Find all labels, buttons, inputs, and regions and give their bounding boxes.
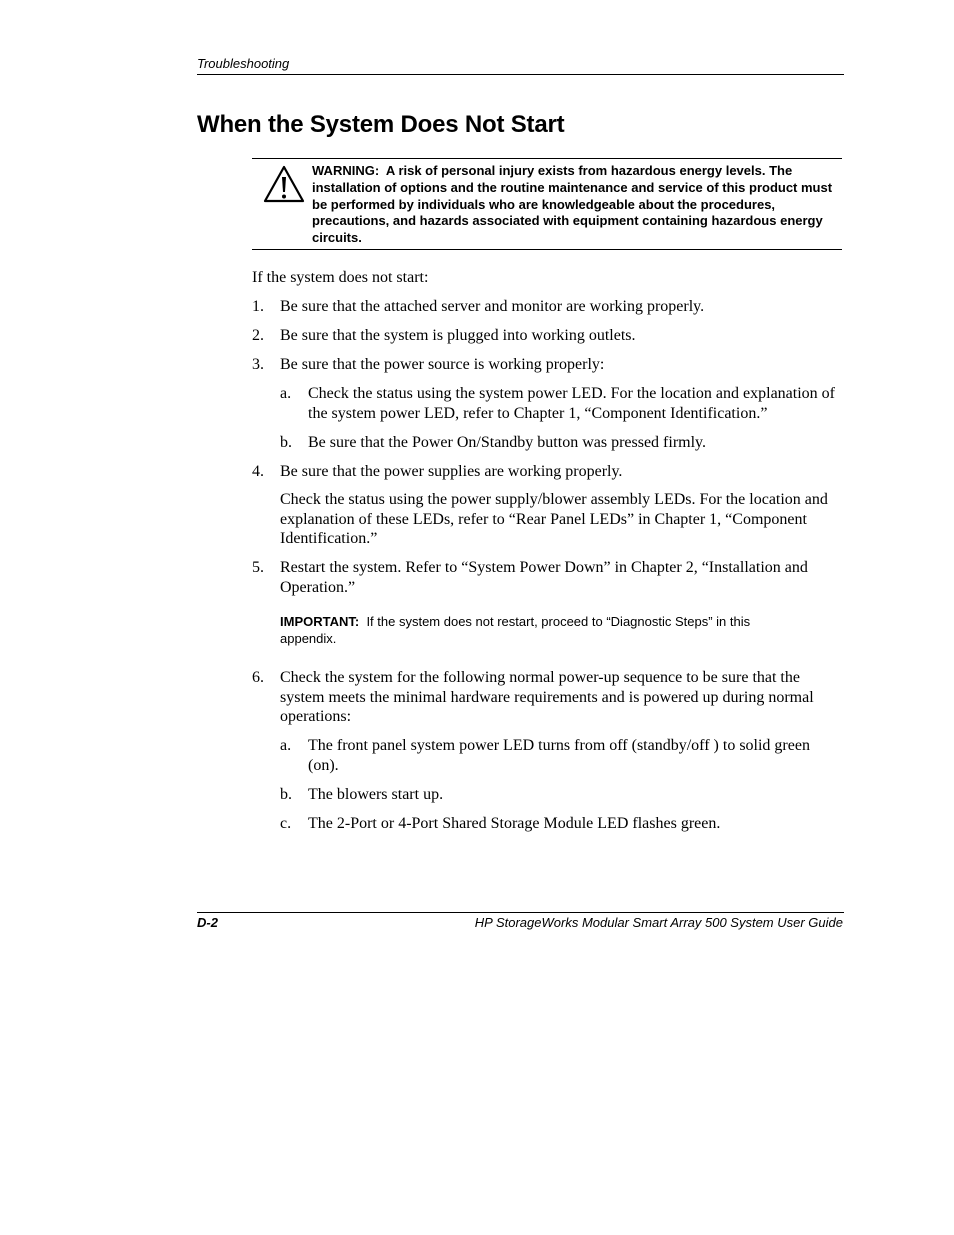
header-rule [197, 74, 844, 75]
section-title: When the System Does Not Start [197, 111, 565, 138]
step-number: 3. [252, 356, 264, 373]
step-number: 2. [252, 327, 264, 344]
step-paragraph: Check the status using the power supply/blower assembly LEDs. For the location and explanation of these LEDs, refer to “Rear Panel LEDs” in Chapter 1, “Component Identification.” [280, 491, 828, 547]
substep-text: The blowers start up. [308, 785, 444, 803]
warning-box [252, 158, 842, 250]
step-number: 6. [252, 669, 264, 686]
body-text [252, 268, 847, 843]
substep-item [280, 814, 843, 834]
step-item [252, 558, 847, 597]
step-item [252, 462, 847, 549]
substep-letter: a. [280, 385, 292, 402]
step-number: 4. [252, 462, 264, 480]
step-number: 5. [252, 559, 264, 576]
substep-text: Be sure that the Power On/Standby button was pressed firmly. [308, 433, 707, 451]
warning-text [312, 163, 842, 247]
step-item [252, 668, 847, 833]
step-item [252, 326, 847, 346]
step-text: Check the system for the following normal power-up sequence to be sure that the system meets the minimal hardware requirements and is powered up during normal operations: [280, 669, 814, 725]
book-title: HP StorageWorks Modular Smart Array 500 System User Guide [474, 915, 843, 930]
substep-item [280, 785, 843, 805]
important-label: IMPORTANT: [280, 614, 360, 629]
step-item [252, 297, 847, 317]
step-number: 1. [252, 298, 264, 315]
step-text: Be sure that the power source is working properly: [280, 356, 605, 373]
substep-letter: b. [280, 433, 292, 451]
step-text: Be sure that the attached server and monitor are working properly. [280, 298, 705, 315]
step-text: Be sure that the system is plugged into working outlets. [280, 327, 636, 344]
warning-label: WARNING: [312, 163, 380, 178]
substep-text: The front panel system power LED turns from off (standby/off ) to solid green (on). [308, 737, 810, 774]
page-number: D-2 [197, 915, 218, 930]
step-item [252, 355, 847, 452]
warning-message: A risk of personal injury exists from hazardous energy levels. The installation of options and the routine maintenance and service of this product must be performed by individuals who are knowledgeable about the procedures, precautions, and hazards associated with equipment containing hazardous energy circuits. [312, 163, 833, 246]
intro-text: If the system does not start: [252, 269, 429, 286]
warning-triangle-icon [262, 164, 306, 204]
substep-letter: b. [280, 785, 292, 803]
footer-rule [197, 912, 844, 913]
step-text: Be sure that the power supplies are working properly. [280, 462, 623, 480]
substep-item [280, 384, 843, 423]
important-note [280, 613, 800, 647]
step-text: Restart the system. Refer to “System Power Down” in Chapter 2, “Installation and Operation.” [280, 559, 808, 596]
substep-letter: a. [280, 737, 292, 754]
substep-text: The 2-Port or 4-Port Shared Storage Module LED flashes green. [308, 814, 721, 832]
substep-text: Check the status using the system power LED. For the location and explanation of the system power LED, refer to Chapter 1, “Component Identification.” [308, 385, 835, 422]
important-text: If the system does not restart, proceed to “Diagnostic Steps” in this appendix. [280, 614, 751, 646]
substep-item [280, 433, 843, 453]
running-head: Troubleshooting [197, 56, 290, 71]
substep-item [280, 736, 843, 775]
substep-letter: c. [280, 814, 292, 832]
